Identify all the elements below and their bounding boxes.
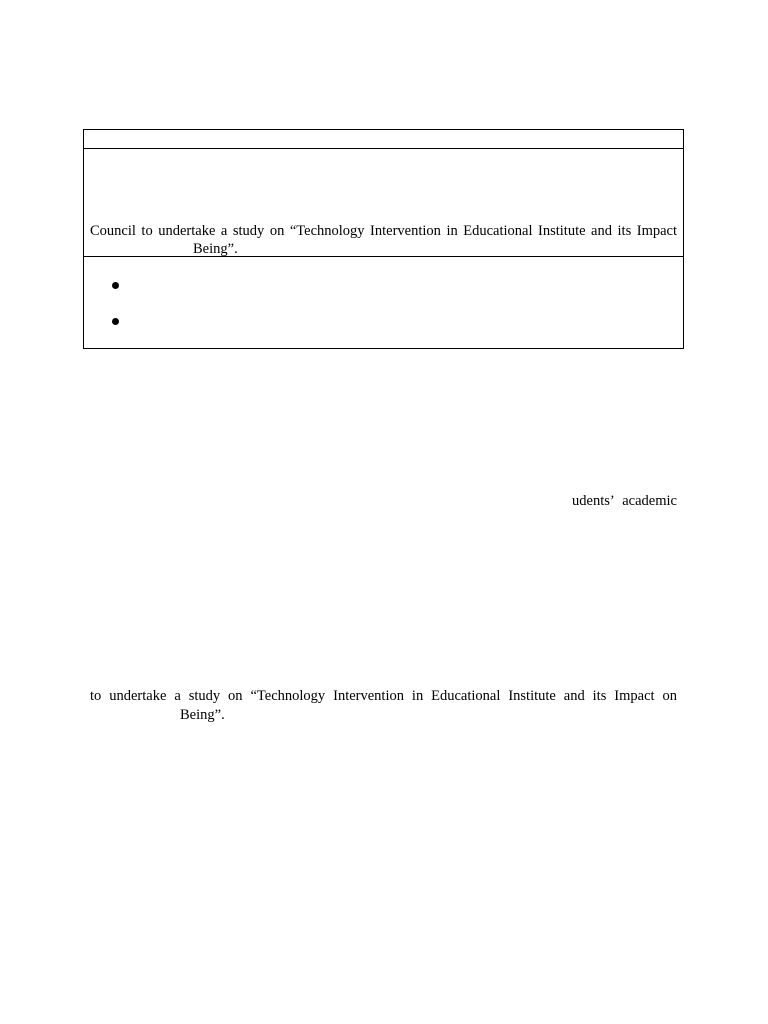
- bullet-icon: [112, 318, 119, 325]
- bullet-icon: [112, 282, 119, 289]
- paragraph-fragment-academic: udents’ academic: [572, 493, 677, 509]
- table-objective-row: [84, 149, 683, 257]
- paragraph-fragment-undertake-line-1: to undertake a study on “Technology Intervention in Educational Institute and its Impact on: [90, 688, 677, 704]
- paragraph-fragment-undertake-line-2: Being”.: [180, 707, 225, 723]
- objective-text-line-2: Being”.: [193, 241, 238, 257]
- summary-table: [83, 129, 684, 349]
- table-bullet-row: [84, 257, 683, 348]
- table-header-row: [84, 130, 683, 149]
- objective-text-line-1: Council to undertake a study on “Technology Intervention in Educational Institute and its Impact: [90, 223, 677, 239]
